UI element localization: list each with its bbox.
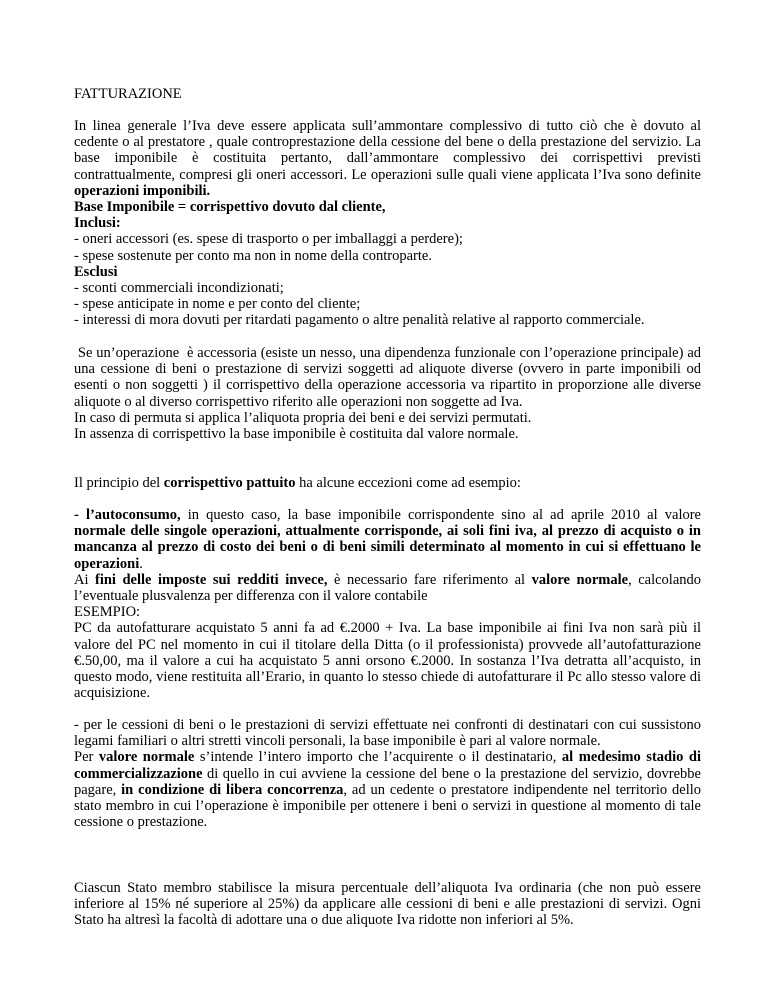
valore-normale-paragraph: Per valore normale s’intende l’intero importo che l’acquirente o il destinatario, al medesimo stadio di commercializzazione di quello in cui avviene la cessione del bene o la prestazione del servizio, dovrebbe pagare, in condizione di libera concorrenza, ad un cedente o prestatore indipendente nel territorio dello stato membro in cui l’operazione è imponibile per ottenere i beni o servizi in questione al momento di tale cessione o prestazione. xyxy=(74,749,702,831)
autoconsumo-paragraph: - l’autoconsumo, in questo caso, la base imponibile corrispondente sino al ad aprile 2010 al valore normale delle singole operazioni, attualmente corrisponde, ai soli fini iva, al prezzo di acquisto o in mancanza al prezzo di costo dei beni o di beni simili determinato al momento in cui si effettuano le operazioni. xyxy=(74,507,701,572)
document-title: FATTURAZIONE xyxy=(74,86,182,102)
inclusi-item: - oneri accessori (es. spese di trasporto o per imballaggi a perdere); xyxy=(74,231,463,248)
section-intro xyxy=(74,118,701,329)
base-imponibile-definition: Base Imponibile = corrispettivo dovuto dal cliente, xyxy=(74,199,386,216)
principio-paragraph: Il principio del corrispettivo pattuito ha alcune eccezioni come ad esempio: xyxy=(74,475,521,491)
permuta-paragraph: In caso di permuta si applica l’aliquota propria dei beni e dei servizi permutati. xyxy=(74,409,532,426)
assenza-corrispettivo-paragraph: In assenza di corrispettivo la base imponibile è costituita dal valore normale. xyxy=(74,426,519,443)
section-cessioni xyxy=(74,717,701,830)
accessoria-paragraph: Se un’operazione è accessoria (esiste un nesso, una dipendenza funzionale con l’operazione principale) ad una cessione di beni o prestazione di servizi soggetti ad aliquote diverse (ovvero in parte imponibili od esenti o non soggetti ) il corrispettivo della operazione accessoria va ripartito in proporzione alle diverse aliquote o al diverso corrispettivo riferito alle operazioni non soggette ad Iva. xyxy=(74,345,705,410)
inclusi-item: - spese sostenute per conto ma non in nome della controparte. xyxy=(74,247,432,264)
esempio-heading: ESEMPIO: xyxy=(74,604,141,621)
section-accessoria xyxy=(74,345,705,443)
imposte-redditi-paragraph: Ai fini delle imposte sui redditi invece, è necessario fare riferimento al valore normale, calcolando l’eventuale plusvalenza per differenza con il valore contabile xyxy=(74,571,702,605)
esclusi-item: - spese anticipate in nome e per conto del cliente; xyxy=(74,296,361,313)
esclusi-item: - sconti commerciali incondizionati; xyxy=(74,280,284,297)
inclusi-heading: Inclusi: xyxy=(74,215,121,232)
esclusi-heading: Esclusi xyxy=(74,263,118,280)
esempio-paragraph: PC da autofatturare acquistato 5 anni fa ad €.2000 + Iva. La base imponibile ai fini Iva non sarà più il valore del PC nel momento in cui il titolare della Ditta (o il professionista) provvede all’autofatturazione €.50,00, ma il valore a cui ha acquistato 5 anni orsono €.2000. In sostanza l’Iva detratta all’acquisto, in questo modo, viene restituita all’Erario, in quanto lo stesso chiede di autofatturare il Pc allo stesso valore di acquisizione. xyxy=(74,620,701,702)
intro-paragraph: In linea generale l’Iva deve essere applicata sull’ammontare complessivo di tutto ciò che è dovuto al cedente o al prestatore , quale controprestazione della cessione del bene o della prestazione del servizio. La base imponibile è costituita pertanto, dall’ammontare complessivo dei corrispettivi previsti contrattualmente, compresi gli oneri accessori. Le operazioni sulle quali viene applicata l’Iva sono definite operazioni imponibili. xyxy=(74,118,701,199)
cessioni-paragraph: - per le cessioni di beni o le prestazioni di servizi effettuate nei confronti di destinatari con cui sussistono legami familiari o altri stretti vincoli personali, la base imponibile è pari al valore normale. xyxy=(74,717,701,750)
aliquota-paragraph: Ciascun Stato membro stabilisce la misura percentuale dell’aliquota Iva ordinaria (che non può essere inferiore al 15% né superiore al 25%) da applicare alle cessioni di beni e alle prestazioni di servizi. Ogni Stato ha altresì la facoltà di adottare una o due aliquote Iva ridotte non inferiori al 5%. xyxy=(74,880,701,929)
section-autoconsumo xyxy=(74,507,701,701)
esclusi-item: - interessi di mora dovuti per ritardati pagamento o altre penalità relative al rapporto commerciale. xyxy=(74,312,645,329)
